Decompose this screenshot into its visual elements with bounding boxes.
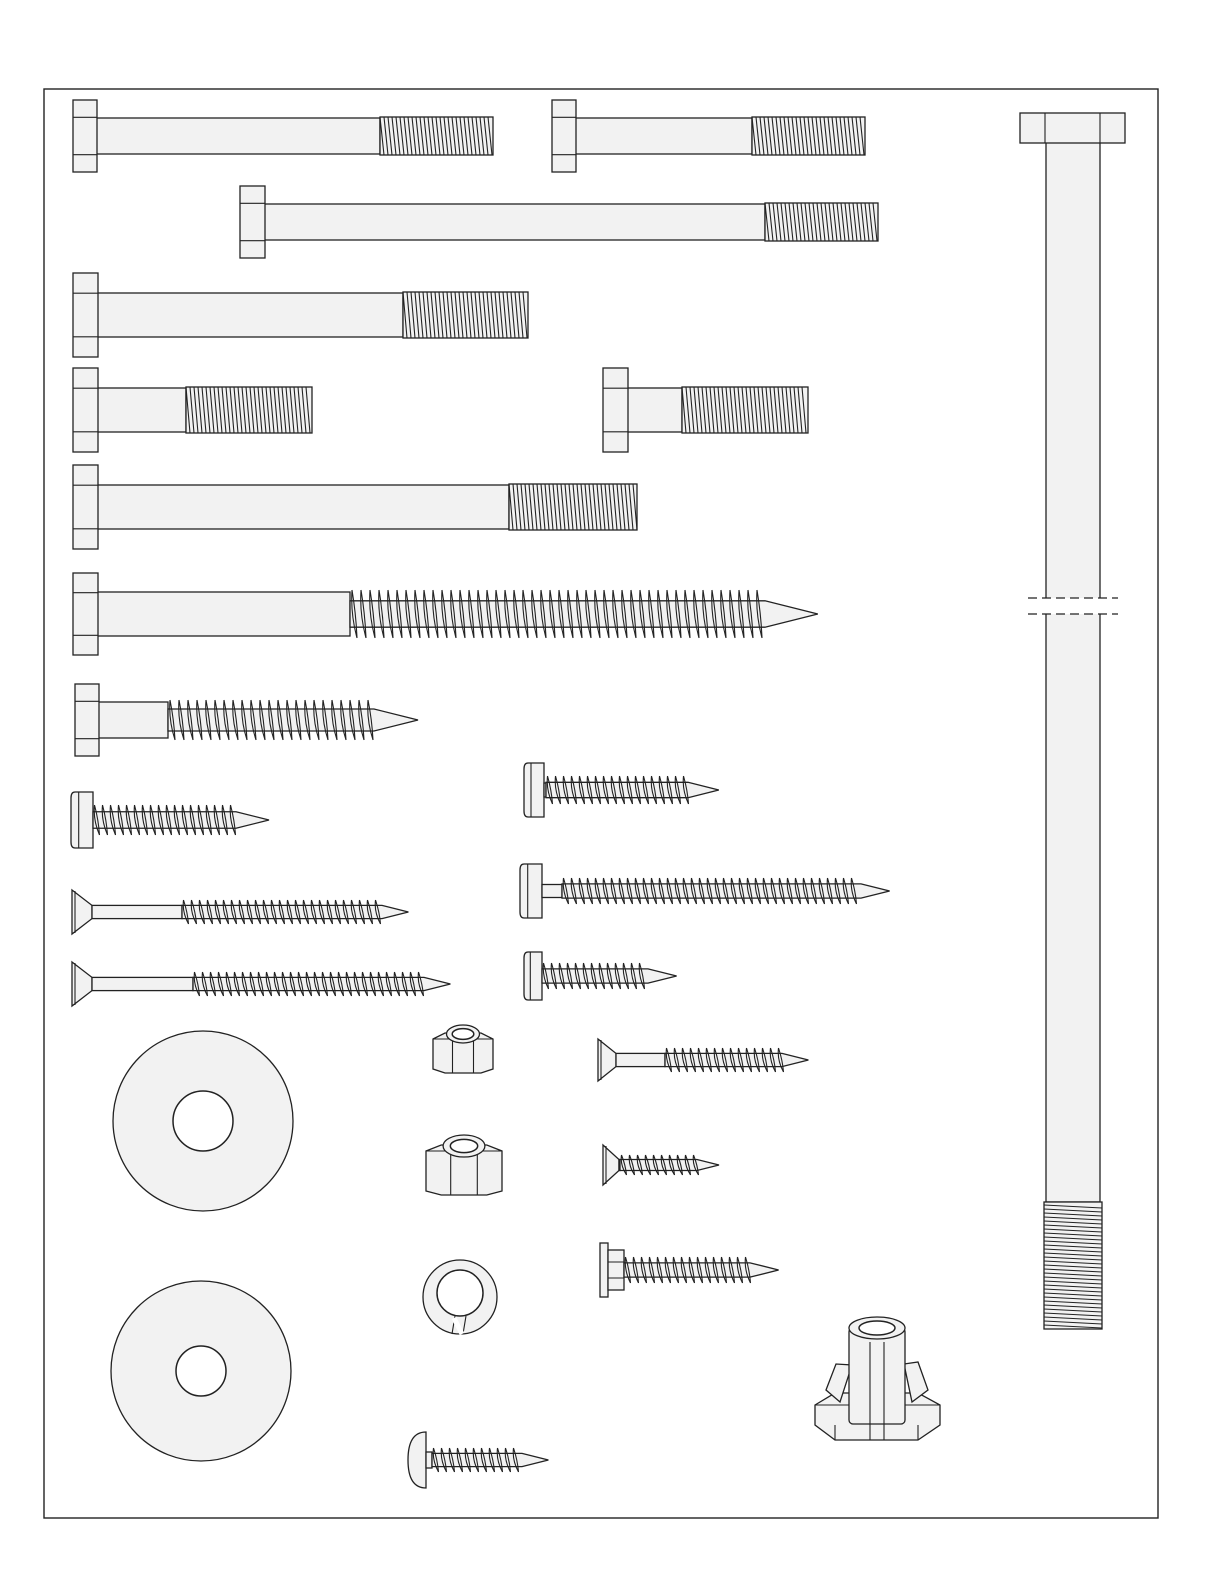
flat-washer-1 [113,1031,293,1211]
split-lock-washer [423,1260,497,1334]
flat-washer-2 [111,1281,291,1461]
